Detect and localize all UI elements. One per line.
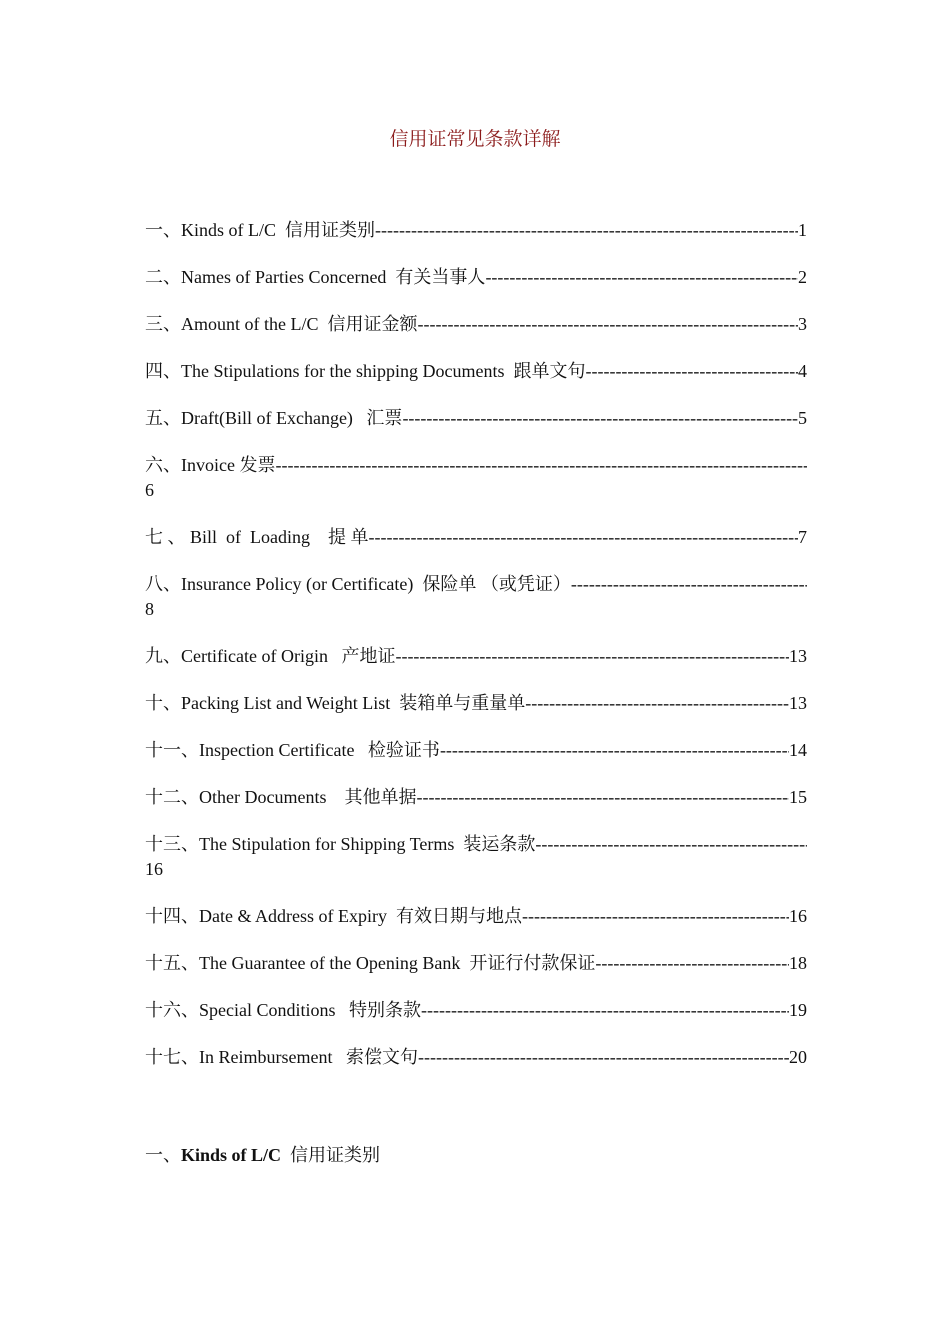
toc-entry-label: 三、Amount of the L/C 信用证金额 xyxy=(145,314,418,334)
toc-entry[interactable] xyxy=(145,525,807,550)
toc-entry-label: 十六、Special Conditions 特别条款 xyxy=(145,1000,421,1020)
toc-entry-label: 七 、 Bill of Loading 提 单 xyxy=(145,527,369,547)
toc-entry-label: 十七、In Reimbursement 索偿文句 xyxy=(145,1047,418,1067)
toc-page-number: 4 xyxy=(798,361,807,381)
toc-page-number: 3 xyxy=(798,314,807,334)
toc-entry-label: 六、Invoice 发票 xyxy=(145,455,276,475)
toc-entry-label: 四、The Stipulations for the shipping Documents 跟单文句 xyxy=(145,361,586,381)
section-heading-prefix: 一、 xyxy=(145,1145,181,1165)
table-of-contents xyxy=(145,218,807,1092)
toc-page-number: 6 xyxy=(145,480,154,500)
toc-entry[interactable] xyxy=(145,218,807,243)
toc-entry[interactable] xyxy=(145,359,807,384)
toc-entry[interactable] xyxy=(145,951,807,976)
toc-entry[interactable] xyxy=(145,785,807,810)
toc-leader xyxy=(402,406,798,431)
toc-leader xyxy=(595,951,789,976)
toc-entry[interactable] xyxy=(145,904,807,929)
toc-leader xyxy=(535,832,807,857)
toc-entry-label: 十四、Date & Address of Expiry 有效日期与地点 xyxy=(145,906,522,926)
toc-entry-label: 一、Kinds of L/C 信用证类别 xyxy=(145,220,376,240)
section-heading xyxy=(145,1143,380,1168)
toc-entry-label: 十二、Other Documents 其他单据 xyxy=(145,787,417,807)
toc-entry-label: 五、Draft(Bill of Exchange) 汇票 xyxy=(145,408,403,428)
toc-leader xyxy=(485,265,798,290)
toc-entry[interactable] xyxy=(145,832,807,882)
toc-leader xyxy=(525,691,789,716)
toc-leader xyxy=(418,312,799,337)
toc-page-number: 2 xyxy=(798,267,807,287)
toc-leader xyxy=(369,525,799,550)
toc-leader xyxy=(522,904,789,929)
toc-entry-label: 十五、The Guarantee of the Opening Bank 开证行付款保证 xyxy=(145,953,596,973)
toc-page-number: 14 xyxy=(789,740,807,760)
toc-leader xyxy=(375,218,798,243)
toc-page-number: 13 xyxy=(789,693,807,713)
toc-page-number: 1 xyxy=(798,220,807,240)
toc-leader xyxy=(585,359,798,384)
toc-entry[interactable] xyxy=(145,572,807,622)
toc-entry[interactable] xyxy=(145,1045,807,1070)
document-title: 信用证常见条款详解 xyxy=(389,129,561,150)
toc-leader xyxy=(395,644,789,669)
toc-entry-label: 二、Names of Parties Concerned 有关当事人 xyxy=(145,267,486,287)
toc-leader xyxy=(418,1045,789,1070)
toc-leader xyxy=(571,572,807,597)
toc-page-number: 16 xyxy=(145,859,163,879)
toc-entry[interactable] xyxy=(145,312,807,337)
toc-leader xyxy=(416,785,789,810)
toc-entry[interactable] xyxy=(145,406,807,431)
toc-entry[interactable] xyxy=(145,691,807,716)
toc-page-number: 18 xyxy=(789,953,807,973)
toc-page-number: 20 xyxy=(789,1047,807,1067)
toc-page-number: 19 xyxy=(789,1000,807,1020)
toc-page-number: 13 xyxy=(789,646,807,666)
toc-entry-label: 十、Packing List and Weight List 装箱单与重量单 xyxy=(145,693,526,713)
toc-entry-label: 十一、Inspection Certificate 检验证书 xyxy=(145,740,440,760)
toc-page-number: 7 xyxy=(798,527,807,547)
toc-entry-label: 十三、The Stipulation for Shipping Terms 装运条款 xyxy=(145,834,536,854)
toc-leader xyxy=(440,738,789,763)
toc-entry[interactable] xyxy=(145,453,807,503)
toc-page-number: 15 xyxy=(789,787,807,807)
toc-page-number: 8 xyxy=(145,599,154,619)
toc-entry-label: 九、Certificate of Origin 产地证 xyxy=(145,646,396,666)
toc-entry-label: 八、Insurance Policy (or Certificate) 保险单 （或凭证） xyxy=(145,574,571,594)
toc-entry[interactable] xyxy=(145,644,807,669)
section-heading-chinese: 信用证类别 xyxy=(281,1145,381,1165)
toc-leader xyxy=(421,998,789,1023)
toc-entry[interactable] xyxy=(145,998,807,1023)
toc-entry[interactable] xyxy=(145,738,807,763)
section-heading-english: Kinds of L/C xyxy=(181,1145,282,1165)
toc-page-number: 5 xyxy=(798,408,807,428)
toc-entry[interactable] xyxy=(145,265,807,290)
toc-page-number: 16 xyxy=(789,906,807,926)
toc-leader xyxy=(275,453,807,478)
